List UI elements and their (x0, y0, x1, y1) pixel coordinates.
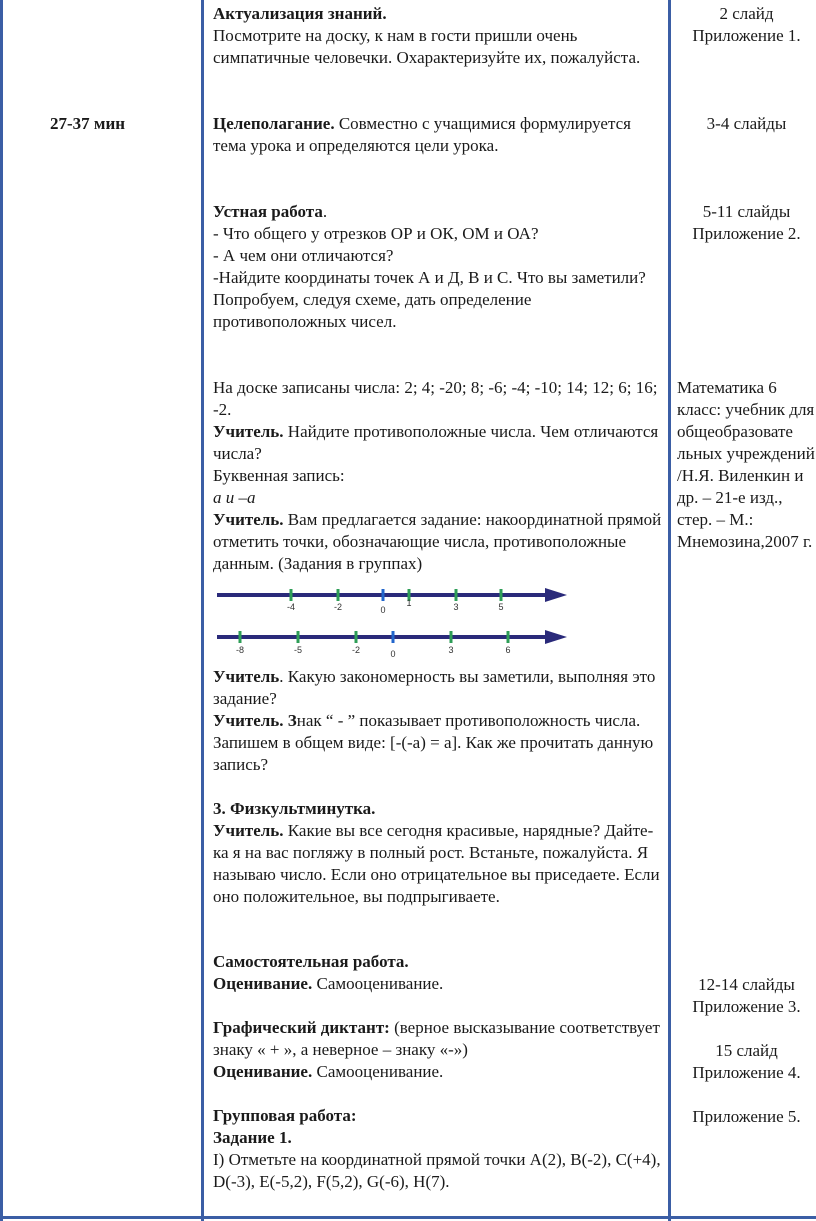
resource-slides-5-11 (677, 201, 816, 245)
teacher-label: Учитель. (213, 821, 284, 840)
teacher-text: нак “ - ” показывает противоположность числа. Запишем в общем виде: [-(-а) = а]. Как же прочитать данную запись? (213, 711, 654, 774)
block-oral-work (213, 201, 668, 333)
tick-mark (337, 589, 340, 601)
tick-mark (455, 589, 458, 601)
slide-label: 3-4 слайды (706, 114, 787, 133)
teacher-text: . Какую закономерность вы заметили, выполняя это задание? (213, 667, 656, 708)
resource-slides-3-4 (677, 113, 816, 135)
question-1: - Что общего у отрезков ОР и ОК, ОМ и ОА? (213, 224, 539, 243)
tick-mark (239, 631, 242, 643)
teacher-text: Какие вы все сегодня красивые, нарядные? Дайте-ка я на вас погляжу в полный рост. Встаньте, пожалуйста. Я называю число. Если оно отрицательное вы приседаете. Если оно положительное, вы подпрыгиваете. (213, 821, 660, 906)
number-line-2 (217, 630, 567, 659)
tick-label: 0 (380, 605, 386, 615)
resource-slide-15 (677, 1040, 816, 1084)
teacher-label: Учитель. З (213, 711, 297, 730)
column-divider-2 (668, 0, 671, 1221)
title-dot: . (322, 202, 328, 221)
tick-mark (450, 631, 453, 643)
appendix-label: Приложение 4. (692, 1063, 801, 1082)
appendix-label: Приложение 3. (692, 997, 801, 1016)
block-text: Совместно с учащимися формулируется тема урока и определяются цели урока. (213, 114, 631, 155)
numbers-line: На доске записаны числа: 2; 4; -20; 8; -6; -4; -10; 14; 12; 6; 16; -2. (213, 378, 658, 419)
assessment-label: Оценивание. (213, 1062, 313, 1081)
tick-label: -8 (235, 645, 245, 655)
textbook-reference: Математика 6 класс: учебник для общеобразовате льных учреждений /Н.Я. Виленкин и др. – 21-е изд., стер. – М.: Мнемозина,2007 г. (677, 378, 815, 551)
table-border-bottom (0, 1216, 816, 1219)
tick-mark (507, 631, 510, 643)
axis-arrowhead (545, 588, 567, 602)
column-divider-1 (201, 0, 204, 1221)
letter-notation: а и –а (213, 488, 256, 507)
tick-mark (500, 589, 503, 601)
slide-label: 2 слайд (719, 4, 774, 23)
block-title: Самостоятельная работа. (213, 952, 409, 971)
time-cell: 27-37 мин (50, 114, 126, 133)
tick-label: 0 (390, 649, 396, 659)
block-independent-work (213, 951, 668, 995)
axis-arrowhead (545, 630, 567, 644)
slide-label: 12-14 слайды (698, 975, 795, 994)
assessment-text: Самооценивание. (312, 974, 444, 993)
block-text: Посмотрите на доску, к нам в гости пришли очень симпатичные человечки. Охарактеризуйте их, пожалуйста. (213, 26, 641, 67)
block-title: Групповая работа: (213, 1106, 357, 1125)
task-text: I) Отметьте на координатной прямой точки А(2), В(-2), С(+4), D(-3), E(-5,2), F(5,2), G(-6), H(7). (213, 1150, 661, 1191)
block-physical-minute (213, 798, 668, 908)
table-border-left (0, 0, 3, 1221)
appendix-label: Приложение 1. (692, 26, 801, 45)
assessment-label: Оценивание. (213, 974, 313, 993)
tick-label: -5 (293, 645, 303, 655)
block-title: Целеполагание. (213, 114, 335, 133)
number-line-1 (217, 588, 567, 615)
tick-label: 3 (448, 645, 454, 655)
letter-notation-label: Буквенная запись: (213, 466, 345, 485)
tick-label: -2 (333, 602, 343, 612)
tick-label: -4 (286, 602, 296, 612)
tick-label: 1 (406, 598, 412, 608)
resource-slides-12-14 (677, 974, 816, 1018)
block-title: Устная работа (213, 202, 323, 221)
resource-appendix-5 (677, 1106, 816, 1128)
teacher-label: Учитель. (213, 422, 284, 441)
block-graphic-dictation (213, 1017, 668, 1083)
assessment-text: Самооценивание. (312, 1062, 444, 1081)
block-title: Актуализация знаний. (213, 4, 387, 23)
question-4: Попробуем, следуя схеме, дать определение противоположных чисел. (213, 290, 532, 331)
block-goal-setting (213, 113, 668, 157)
block-title: 3. Физкультминутка. (213, 799, 376, 818)
block-pattern (213, 666, 668, 776)
tick-label: 5 (498, 602, 504, 612)
question-2: - А чем они отличаются? (213, 246, 394, 265)
tick-label: 3 (453, 602, 459, 612)
question-3: -Найдите координаты точек А и Д, В и С. Что вы заметили? (213, 268, 646, 287)
zero-tick (382, 589, 385, 601)
tick-label: 6 (505, 645, 511, 655)
tick-label: -2 (351, 645, 361, 655)
appendix-label: Приложение 5. (692, 1107, 801, 1126)
teacher-text: Найдите противоположные числа. Чем отличаются числа? (213, 422, 659, 463)
zero-tick (392, 631, 395, 643)
teacher-text: Вам предлагается задание: накоординатной прямой отметить точки, обозначающие числа, противоположные данным. (Задания в группах) (213, 510, 662, 573)
number-lines-figure (213, 579, 668, 669)
slide-label: 5-11 слайды (702, 202, 791, 221)
teacher-label: Учитель (213, 667, 280, 686)
block-actualization (213, 3, 668, 69)
teacher-label: Учитель. (213, 510, 284, 529)
block-group-work (213, 1105, 668, 1193)
resource-textbook (677, 377, 816, 553)
appendix-label: Приложение 2. (692, 224, 801, 243)
block-title: Графический диктант: (213, 1018, 390, 1037)
block-opposite-numbers (213, 377, 668, 575)
resource-slide-2 (677, 3, 816, 47)
tick-mark (355, 631, 358, 643)
slide-label: 15 слайд (715, 1041, 778, 1060)
tick-mark (290, 589, 293, 601)
tick-mark (297, 631, 300, 643)
block-text: (верное высказывание соответствует знаку « + », а неверное – знаку «-») (213, 1018, 660, 1059)
task-title: Задание 1. (213, 1128, 292, 1147)
